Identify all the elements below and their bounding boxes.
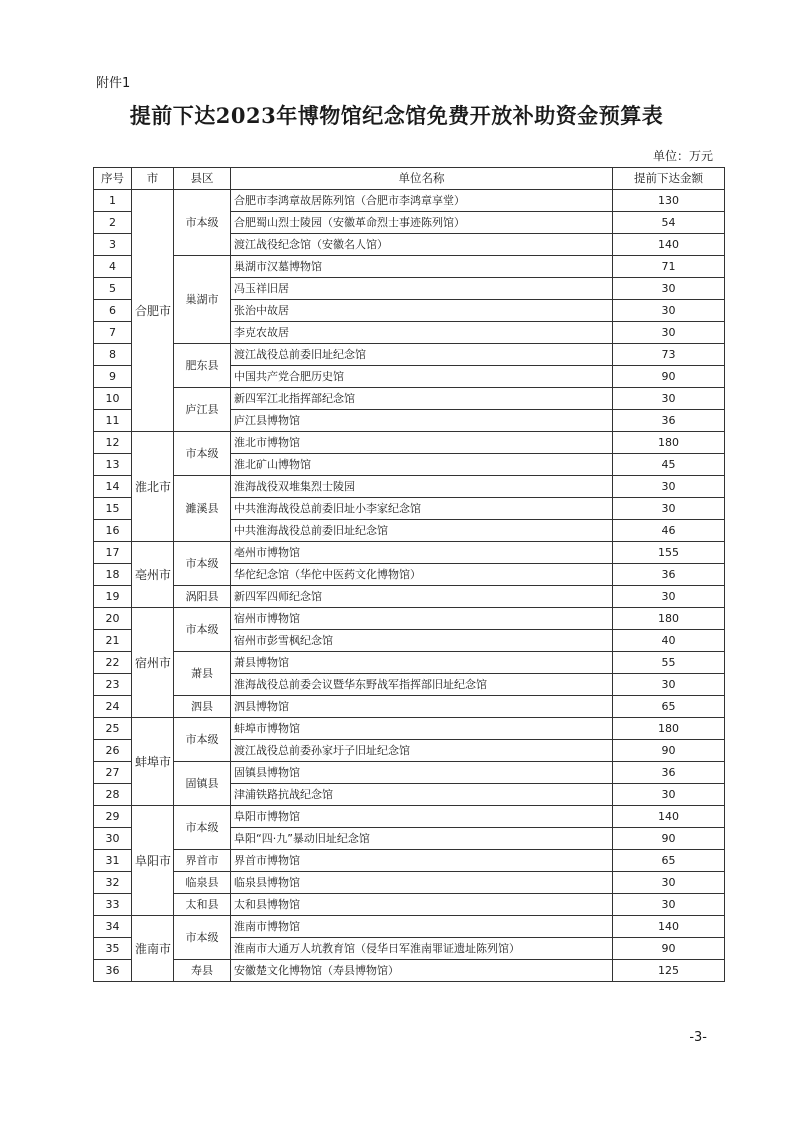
- table-row: [94, 718, 725, 740]
- amount: 30: [613, 784, 725, 806]
- amount: 155: [613, 542, 725, 564]
- unit-note: 单位：万元: [652, 149, 713, 163]
- unit-name: 张治中故居: [231, 300, 613, 322]
- amount: 30: [613, 872, 725, 894]
- table-row: [94, 696, 725, 718]
- county-cell: 市本级: [174, 190, 231, 256]
- unit-name: 淮海战役总前委会议暨华东野战军指挥部旧址纪念馆: [231, 674, 613, 696]
- county-cell: 固镇县: [174, 762, 231, 806]
- unit-name: 太和县博物馆: [231, 894, 613, 916]
- unit-name: 阜阳市博物馆: [231, 806, 613, 828]
- county-cell: 泗县: [174, 696, 231, 718]
- unit-name: 渡江战役总前委孙家圩子旧址纪念馆: [231, 740, 613, 762]
- county-cell: 市本级: [174, 608, 231, 652]
- amount: 90: [613, 938, 725, 960]
- header-no: 序号: [94, 168, 132, 190]
- county-cell: 肥东县: [174, 344, 231, 388]
- unit-name: 淮南市大通万人坑教育馆（侵华日军淮南罪证遗址陈列馆）: [231, 938, 613, 960]
- city-cell: 淮北市: [132, 432, 174, 542]
- row-no: 28: [94, 784, 132, 806]
- amount: 36: [613, 410, 725, 432]
- table-row: [94, 586, 725, 608]
- amount: 180: [613, 608, 725, 630]
- unit-name: 泗县博物馆: [231, 696, 613, 718]
- header-county: 县区: [174, 168, 231, 190]
- unit-name: 合肥蜀山烈士陵园（安徽革命烈士事迹陈列馆）: [231, 212, 613, 234]
- row-no: 23: [94, 674, 132, 696]
- row-no: 35: [94, 938, 132, 960]
- row-no: 20: [94, 608, 132, 630]
- row-no: 7: [94, 322, 132, 344]
- row-no: 10: [94, 388, 132, 410]
- amount: 180: [613, 718, 725, 740]
- unit-name: 渡江战役总前委旧址纪念馆: [231, 344, 613, 366]
- unit-name: 李克农故居: [231, 322, 613, 344]
- row-no: 1: [94, 190, 132, 212]
- row-no: 30: [94, 828, 132, 850]
- county-cell: 市本级: [174, 542, 231, 586]
- amount: 140: [613, 806, 725, 828]
- row-no: 2: [94, 212, 132, 234]
- amount: 71: [613, 256, 725, 278]
- annex-label: 附件1: [96, 76, 131, 91]
- unit-name: 宿州市博物馆: [231, 608, 613, 630]
- amount: 45: [613, 454, 725, 476]
- unit-name: 华佗纪念馆（华佗中医药文化博物馆）: [231, 564, 613, 586]
- amount: 65: [613, 850, 725, 872]
- table-row: [94, 960, 725, 982]
- row-no: 13: [94, 454, 132, 476]
- table-row: [94, 476, 725, 498]
- row-no: 8: [94, 344, 132, 366]
- header-unit: 单位名称: [231, 168, 613, 190]
- amount: 54: [613, 212, 725, 234]
- row-no: 12: [94, 432, 132, 454]
- amount: 46: [613, 520, 725, 542]
- table-row: [94, 806, 725, 828]
- amount: 140: [613, 916, 725, 938]
- city-cell: 蚌埠市: [132, 718, 174, 806]
- unit-name: 淮海战役双堆集烈士陵园: [231, 476, 613, 498]
- row-no: 3: [94, 234, 132, 256]
- unit-name: 新四军江北指挥部纪念馆: [231, 388, 613, 410]
- row-no: 33: [94, 894, 132, 916]
- amount: 30: [613, 586, 725, 608]
- page-number: -3-: [689, 1030, 707, 1045]
- table-row: [94, 894, 725, 916]
- row-no: 34: [94, 916, 132, 938]
- row-no: 21: [94, 630, 132, 652]
- row-no: 26: [94, 740, 132, 762]
- unit-name: 渡江战役纪念馆（安徽名人馆）: [231, 234, 613, 256]
- county-cell: 巢湖市: [174, 256, 231, 344]
- row-no: 19: [94, 586, 132, 608]
- header-amount: 提前下达金额: [613, 168, 725, 190]
- budget-table: [93, 167, 725, 982]
- table-row: [94, 190, 725, 212]
- row-no: 22: [94, 652, 132, 674]
- row-no: 9: [94, 366, 132, 388]
- amount: 30: [613, 300, 725, 322]
- unit-name: 萧县博物馆: [231, 652, 613, 674]
- city-cell: 合肥市: [132, 190, 174, 432]
- row-no: 6: [94, 300, 132, 322]
- county-cell: 濉溪县: [174, 476, 231, 542]
- amount: 55: [613, 652, 725, 674]
- unit-name: 冯玉祥旧居: [231, 278, 613, 300]
- unit-name: 亳州市博物馆: [231, 542, 613, 564]
- unit-name: 宿州市彭雪枫纪念馆: [231, 630, 613, 652]
- unit-name: 庐江县博物馆: [231, 410, 613, 432]
- row-no: 32: [94, 872, 132, 894]
- row-no: 18: [94, 564, 132, 586]
- unit-name: 合肥市李鸿章故居陈列馆（合肥市李鸿章享堂）: [231, 190, 613, 212]
- amount: 30: [613, 322, 725, 344]
- county-cell: 市本级: [174, 718, 231, 762]
- city-cell: 淮南市: [132, 916, 174, 982]
- header-city: 市: [132, 168, 174, 190]
- unit-name: 淮北市博物馆: [231, 432, 613, 454]
- amount: 125: [613, 960, 725, 982]
- amount: 90: [613, 828, 725, 850]
- unit-name: 中国共产党合肥历史馆: [231, 366, 613, 388]
- row-no: 25: [94, 718, 132, 740]
- unit-name: 中共淮海战役总前委旧址纪念馆: [231, 520, 613, 542]
- amount: 36: [613, 564, 725, 586]
- row-no: 36: [94, 960, 132, 982]
- row-no: 4: [94, 256, 132, 278]
- county-cell: 市本级: [174, 432, 231, 476]
- table-row: [94, 256, 725, 278]
- county-cell: 涡阳县: [174, 586, 231, 608]
- row-no: 15: [94, 498, 132, 520]
- table-row: [94, 344, 725, 366]
- row-no: 24: [94, 696, 132, 718]
- amount: 180: [613, 432, 725, 454]
- amount: 30: [613, 894, 725, 916]
- unit-name: 淮南市博物馆: [231, 916, 613, 938]
- county-cell: 寿县: [174, 960, 231, 982]
- amount: 30: [613, 498, 725, 520]
- row-no: 29: [94, 806, 132, 828]
- amount: 90: [613, 740, 725, 762]
- amount: 40: [613, 630, 725, 652]
- county-cell: 太和县: [174, 894, 231, 916]
- unit-name: 蚌埠市博物馆: [231, 718, 613, 740]
- amount: 73: [613, 344, 725, 366]
- table-row: [94, 608, 725, 630]
- unit-name: 安徽楚文化博物馆（寿县博物馆）: [231, 960, 613, 982]
- table-row: [94, 762, 725, 784]
- amount: 36: [613, 762, 725, 784]
- amount: 130: [613, 190, 725, 212]
- table-row: [94, 432, 725, 454]
- unit-name: 临泉县博物馆: [231, 872, 613, 894]
- amount: 30: [613, 674, 725, 696]
- county-cell: 临泉县: [174, 872, 231, 894]
- table-row: [94, 850, 725, 872]
- row-no: 16: [94, 520, 132, 542]
- row-no: 27: [94, 762, 132, 784]
- row-no: 14: [94, 476, 132, 498]
- unit-name: 中共淮海战役总前委旧址小李家纪念馆: [231, 498, 613, 520]
- row-no: 17: [94, 542, 132, 564]
- table-header-row: [94, 168, 725, 190]
- city-cell: 阜阳市: [132, 806, 174, 916]
- amount: 30: [613, 476, 725, 498]
- table-row: [94, 916, 725, 938]
- amount: 65: [613, 696, 725, 718]
- amount: 30: [613, 388, 725, 410]
- county-cell: 庐江县: [174, 388, 231, 432]
- table-row: [94, 652, 725, 674]
- unit-name: 固镇县博物馆: [231, 762, 613, 784]
- document-title: 提前下达2023年博物馆纪念馆免费开放补助资金预算表: [129, 103, 664, 128]
- amount: 30: [613, 278, 725, 300]
- city-cell: 亳州市: [132, 542, 174, 608]
- county-cell: 市本级: [174, 916, 231, 960]
- county-cell: 界首市: [174, 850, 231, 872]
- county-cell: 市本级: [174, 806, 231, 850]
- unit-name: 界首市博物馆: [231, 850, 613, 872]
- unit-name: 淮北矿山博物馆: [231, 454, 613, 476]
- row-no: 5: [94, 278, 132, 300]
- table-row: [94, 388, 725, 410]
- amount: 90: [613, 366, 725, 388]
- amount: 140: [613, 234, 725, 256]
- unit-name: 巢湖市汉墓博物馆: [231, 256, 613, 278]
- table-row: [94, 872, 725, 894]
- row-no: 11: [94, 410, 132, 432]
- unit-name: 津浦铁路抗战纪念馆: [231, 784, 613, 806]
- county-cell: 萧县: [174, 652, 231, 696]
- city-cell: 宿州市: [132, 608, 174, 718]
- unit-name: 新四军四师纪念馆: [231, 586, 613, 608]
- row-no: 31: [94, 850, 132, 872]
- table-row: [94, 542, 725, 564]
- unit-name: 阜阳“四·九”暴动旧址纪念馆: [231, 828, 613, 850]
